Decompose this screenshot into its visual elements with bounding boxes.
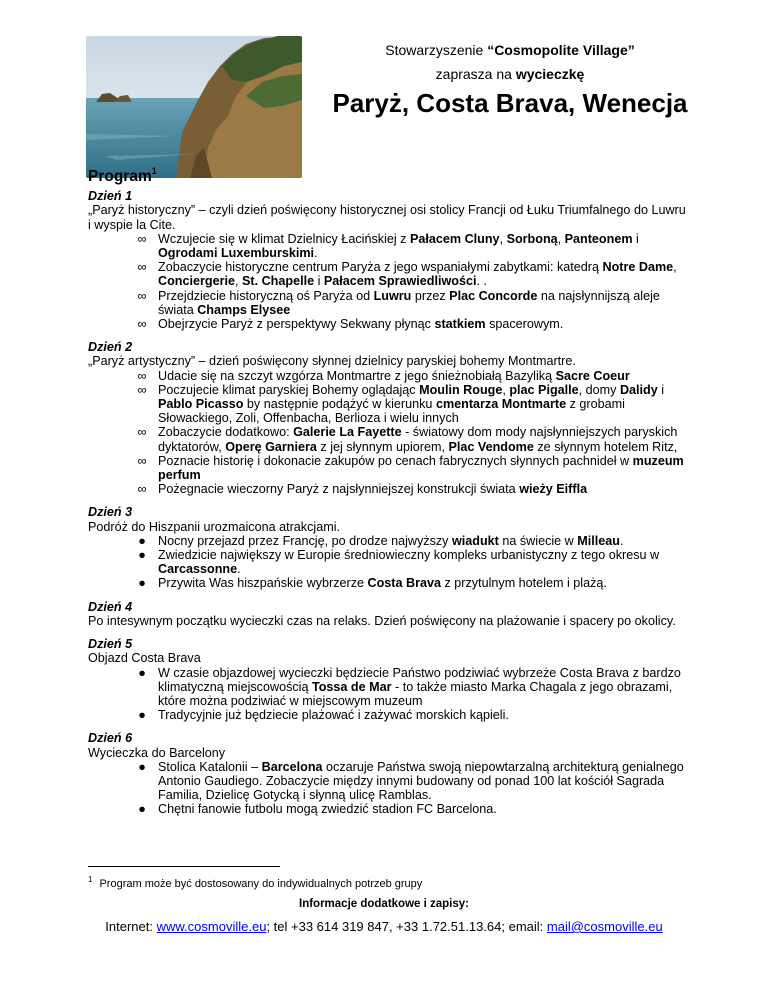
item-text: z grobami Słowackiego, Zoli, Offenbacha, Berlioza i wielu innych (158, 397, 625, 426)
bullet-icon: ● (138, 665, 146, 680)
item-text: z przytulnym hotelem i plażą. (441, 576, 607, 591)
email-link[interactable]: mail@cosmoville.eu (546, 919, 663, 934)
day-intro: „Paryż historyczny” – czyli dzień poświęcony historycznej osi stolicy Francji od Łuku Triumfalnego do Luwru i wyspie la Cite. (88, 203, 686, 232)
highlight-text: Sacre Coeur (555, 368, 630, 383)
bullet-icon: ∞ (137, 368, 147, 383)
day-item-list (88, 369, 688, 497)
highlight-text: Ogrodami Luxemburskimi (158, 246, 315, 261)
item-text: na świecie w (498, 533, 578, 548)
item-text: by następnie podążyć w kierunku (243, 397, 436, 412)
highlight-text: Operę Garniera (225, 439, 317, 454)
item-text: i (657, 382, 665, 397)
item-text: , (499, 231, 507, 246)
list-item (88, 760, 688, 803)
program-content (88, 166, 688, 826)
item-text: , (557, 231, 565, 246)
program-heading-text: Program (88, 168, 152, 185)
day-title: Dzień 1 (88, 189, 133, 204)
day-title: Dzień 3 (88, 505, 133, 520)
bullet-icon: ∞ (137, 288, 147, 303)
item-text: Obejrzycie Paryż z perspektywy Sekwany płynąc (158, 317, 435, 332)
item-text: Przejdziecie historyczną oś Paryża od (158, 288, 374, 303)
highlight-text: Panteonem (564, 231, 633, 246)
item-text: Udacie się na szczyt wzgórza Montmartre z jego śnieżnobiałą Bazyliką (158, 368, 556, 383)
item-text: z jej słynnym upiorem, (316, 439, 449, 454)
day-intro: Po intesywnym początku wycieczki czas na relaks. Dzień poświęcony na plażowanie i spacery po okolicy. (88, 613, 676, 628)
item-text: , (673, 260, 677, 275)
bullet-icon: ∞ (137, 425, 147, 440)
highlight-text: Conciergerie (158, 274, 235, 289)
bullet-icon: ∞ (137, 231, 147, 246)
day-intro: Wycieczka do Barcelony (88, 745, 226, 760)
item-text: . . (476, 274, 487, 289)
highlight-text: cmentarza Montmarte (435, 397, 567, 412)
org-prefix: Stowarzyszenie (385, 42, 488, 58)
day-intro: „Paryż artystyczny” – dzień poświęcony słynnej dzielnicy paryskiej bohemy Montmartre. (88, 354, 576, 369)
page-title: Paryż, Costa Brava, Wenecja (332, 88, 688, 118)
highlight-text: Carcassonne (158, 562, 238, 577)
highlight-text: plac Pigalle (509, 382, 579, 397)
highlight-text: wiadukt (451, 533, 499, 548)
info-heading: Informacje dodatkowe i zapisy: (299, 898, 469, 910)
list-item (88, 802, 688, 816)
item-text: na najsłynnijszą aleje świata (158, 288, 660, 317)
day-item-list (88, 666, 688, 723)
highlight-text: Notre Dame (602, 260, 674, 275)
item-text: Pożegnacie wieczorny Paryż z najsłynniejszej konstrukcji świata (158, 482, 520, 497)
day-title: Dzień 2 (88, 340, 133, 355)
item-text: . (619, 533, 624, 548)
highlight-text: Plac Concorde (449, 288, 538, 303)
item-text: Przywita Was hiszpańskie wybrzerze (158, 576, 368, 591)
day-title: Dzień 4 (88, 599, 133, 614)
item-text: Poczujecie klimat paryskiej Bohemy oglądając (158, 382, 420, 397)
highlight-text: Pałacem Sprawiedliwości (323, 274, 477, 289)
bullet-icon: ∞ (137, 453, 147, 468)
highlight-text: Sorboną (506, 231, 558, 246)
highlight-text: Dalidy (619, 382, 658, 397)
highlight-text: Plac Vendome (448, 439, 534, 454)
item-text: - światowy dom mody najsłynniejszych paryskich dyktatorów, (158, 425, 678, 454)
phones-text: ; tel +33 614 319 847, +33 1.72.51.13.64; email: (266, 919, 547, 934)
list-item (88, 317, 688, 331)
invite-prefix: zaprasza na (435, 66, 516, 82)
highlight-text: statkiem (434, 317, 486, 332)
list-item (88, 482, 688, 496)
bullet-icon: ∞ (137, 317, 147, 332)
day-title: Dzień 6 (88, 731, 133, 746)
program-days (88, 189, 688, 816)
highlight-text: muzeum perfum (158, 453, 684, 483)
footnote-divider (88, 866, 280, 867)
day-intro: Podróż do Hiszpanii urozmaicona atrakcjami. (88, 519, 340, 534)
list-item (88, 425, 688, 453)
bullet-icon: ∞ (137, 260, 147, 275)
day-section (88, 600, 688, 628)
day-section (88, 189, 688, 331)
item-text: Zwiedzicie największy w Europie średniowieczny kompleks urbanistyczny z tego okresu w (158, 548, 660, 563)
item-text: Zobaczycie dodatkowo: (158, 425, 294, 440)
item-text: ze słynnym hotelem Ritz, (533, 439, 678, 454)
highlight-text: St. Chapelle (242, 274, 315, 289)
item-text: , (235, 274, 242, 289)
item-text: Wczujecie się w klimat Dzielnicy Łacińskiej z (158, 231, 410, 246)
item-text: Stolica Katalonii – (158, 759, 262, 774)
item-text: Tradycyjnie już będziecie plażować i zażywać morskich kąpieli. (158, 708, 509, 723)
highlight-text: Barcelona (261, 759, 323, 774)
highlight-text: Costa Brava (367, 576, 441, 591)
item-text: spacerowym. (485, 317, 564, 332)
list-item (88, 708, 688, 722)
program-heading (88, 166, 688, 185)
item-text: i (632, 231, 639, 246)
list-item (88, 666, 688, 709)
org-name: “Cosmopolite Village” (487, 42, 635, 58)
item-text: , domy (578, 382, 620, 397)
bullet-icon: ∞ (137, 482, 147, 497)
list-item (88, 232, 688, 260)
footnote-reference: 1 (151, 166, 157, 176)
item-text: W czasie objazdowej wycieczki będziecie Państwo podziwiać wybrzeże Costa Brava z bardzo klimatyczną miejscowością (158, 665, 681, 694)
website-link[interactable]: www.cosmoville.eu (156, 919, 267, 934)
highlight-text: Moulin Rouge (419, 382, 503, 397)
bullet-icon: ● (138, 533, 146, 548)
item-text: Poznacie historię i dokonacie zakupów po cenach fabrycznych słynnych pachnideł w (158, 453, 633, 468)
day-item-list (88, 232, 688, 331)
organizer-line (300, 42, 720, 58)
highlight-text: Milleau (577, 533, 620, 548)
coast-illustration (86, 36, 302, 178)
day-item-list (88, 760, 688, 817)
list-item (88, 454, 688, 482)
list-item (88, 576, 688, 590)
bullet-icon: ● (138, 708, 146, 723)
list-item (88, 548, 688, 576)
bullet-icon: ∞ (137, 382, 147, 397)
highlight-text: wieży Eiffla (519, 482, 588, 497)
highlight-text: Galerie La Fayette (293, 425, 402, 440)
footnote-text: Program może być dostosowany do indywidualnych potrzeb grupy (99, 878, 423, 890)
item-text: oczaruje Państwa swoją niepowtarzalną architekturą genialnego Antonio Gaudiego. Zobaczycie między innymi budowany od ponad 100 lat kościół Sagrada Familia, Dzielicę Gotycką i słynną ulicę Ramblas. (158, 759, 684, 803)
highlight-text: Tossa de Mar (311, 679, 392, 694)
highlight-text: Pałacem Cluny (409, 231, 500, 246)
invite-line (300, 66, 720, 82)
item-text: - to także miasto Marka Chagala z jego obrazami, które można podziwiać w miejscowym muzeum (158, 679, 673, 708)
footnote-number: 1 (88, 875, 93, 884)
item-text: Zobaczycie historyczne centrum Paryża z jego wspaniałymi zabytkami: katedrą (158, 260, 603, 275)
list-item (88, 260, 688, 288)
day-section (88, 505, 688, 590)
item-text: . (237, 562, 241, 577)
item-text: Chętni fanowie futbolu mogą zwiedzić stadion FC Barcelona. (158, 802, 497, 817)
bullet-icon: ● (138, 576, 146, 591)
item-text: przez (411, 288, 450, 303)
highlight-text: Pablo Picasso (158, 397, 244, 412)
highlight-text: Champs Elysee (197, 302, 291, 317)
bullet-icon: ● (138, 759, 146, 774)
day-section (88, 731, 688, 816)
internet-label: Internet: (105, 919, 157, 934)
list-item (88, 369, 688, 383)
item-text: , (502, 382, 510, 397)
footnote (88, 875, 422, 890)
day-section (88, 340, 688, 496)
bullet-icon: ● (138, 802, 146, 817)
day-intro: Objazd Costa Brava (88, 651, 201, 666)
invite-bold: wycieczkę (515, 66, 585, 82)
list-item (88, 534, 688, 548)
bullet-icon: ● (138, 548, 146, 563)
contact-line (0, 919, 768, 934)
highlight-text: Luwru (373, 288, 412, 303)
day-section (88, 637, 688, 722)
item-text: . (314, 246, 318, 261)
header-photo-costa-brava (86, 36, 302, 178)
list-item (88, 289, 688, 317)
list-item (88, 383, 688, 426)
day-item-list (88, 534, 688, 591)
day-title: Dzień 5 (88, 637, 133, 652)
item-text: Nocny przejazd przez Francję, po drodze najwyższy (158, 533, 452, 548)
item-text: i (314, 274, 324, 289)
